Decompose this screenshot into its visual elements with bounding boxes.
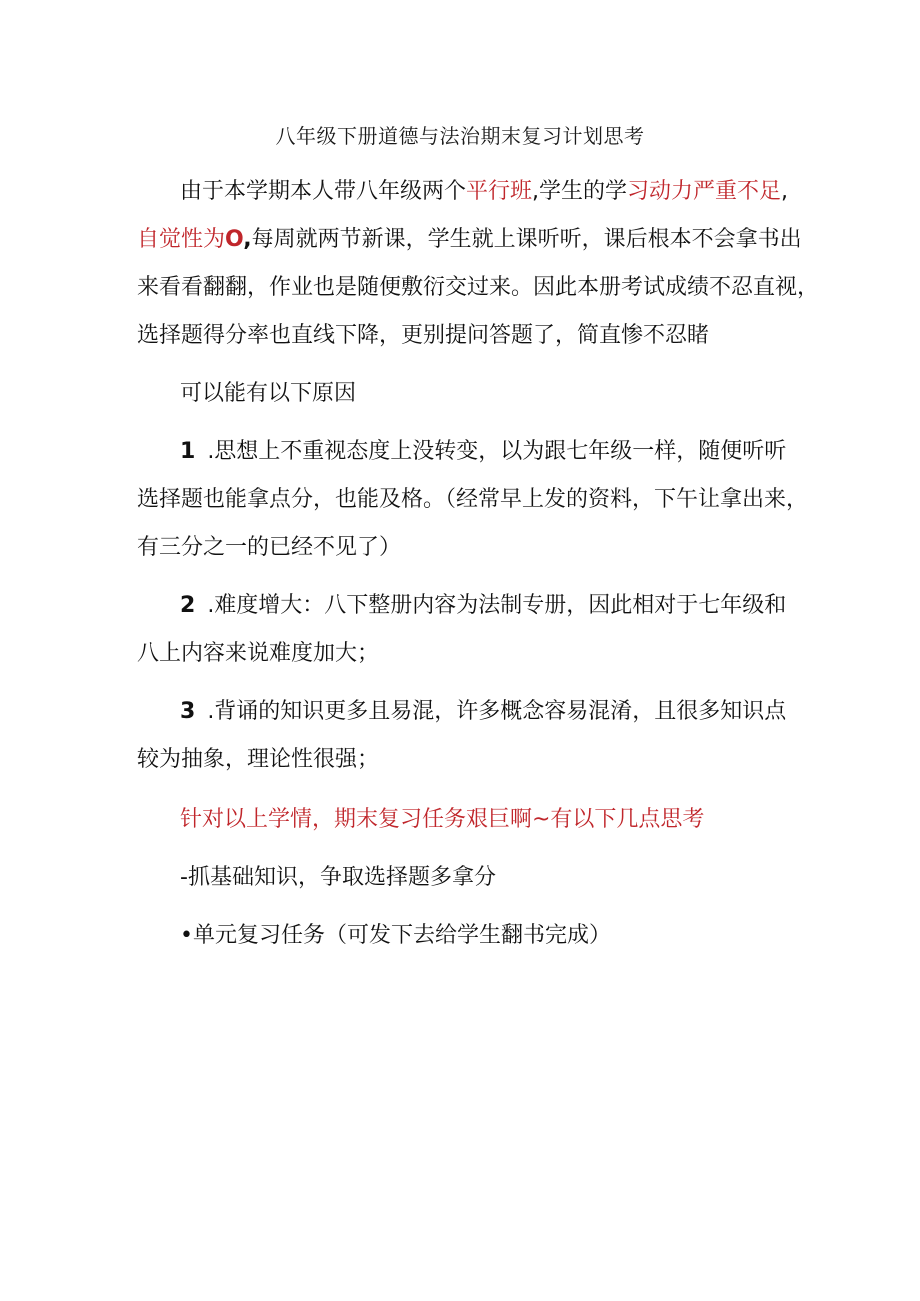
intro-line-2 [137, 226, 802, 254]
reason-1-line-1 [180, 438, 786, 466]
reason-3-line-1 [180, 698, 786, 726]
intro-text: ,学生的学 [532, 179, 628, 204]
reason-number: 2 [180, 593, 196, 618]
reason-2-line-2: 八上内容来说难度加大； [137, 641, 380, 666]
intro-text: , [243, 227, 252, 252]
plan-heading: 针对以上学情，期末复习任务艰巨啊~有以下几点思考 [180, 807, 705, 832]
plan-item-2: •单元复习任务（可发下去给学生翻书完成） [180, 923, 611, 948]
reason-3-line-2: 较为抽象，理论性很强； [137, 747, 380, 772]
intro-text: , [781, 179, 789, 204]
highlight-text: 平行班 [466, 179, 533, 204]
intro-text: 每周就两节新课，学生就上课听听，课后根本不会拿书出 [251, 227, 802, 252]
highlight-text: 习动力严重不足 [627, 179, 782, 204]
intro-line-3: 来看看翻翻，作业也是随便敷衍交过来。因此本册考试成绩不忍直视， [137, 275, 820, 300]
intro-line-1 [180, 178, 788, 206]
reason-text: .背诵的知识更多且易混，许多概念容易混淆，且很多知识点 [207, 699, 787, 724]
page-title: 八年级下册道德与法治期末复习计划思考 [275, 124, 645, 148]
plan-item-1: -抓基础知识，争取选择题多拿分 [180, 865, 496, 890]
reason-1-line-3: 有三分之一的已经不见了） [137, 535, 402, 560]
reason-1-line-2: 选择题也能拿点分，也能及格。（经常早上发的资料，下午让拿出来， [137, 487, 809, 512]
reason-text: .难度增大：八下整册内容为法制专册，因此相对于七年级和 [207, 593, 787, 618]
intro-line-4: 选择题得分率也直线下降，更别提问答题了，简直惨不忍睹 [137, 323, 710, 348]
reason-number: 3 [180, 699, 196, 724]
reason-2-line-1 [180, 592, 786, 620]
reason-number: 1 [180, 439, 196, 464]
highlight-text: 自觉性为 [137, 227, 226, 252]
highlight-text: O [225, 227, 244, 252]
reason-text: .思想上不重视态度上没转变，以为跟七年级一样，随便听听 [207, 439, 787, 464]
reasons-heading: 可以能有以下原因 [180, 381, 357, 406]
intro-text: 由于本学期本人带八年级两个 [180, 179, 467, 204]
